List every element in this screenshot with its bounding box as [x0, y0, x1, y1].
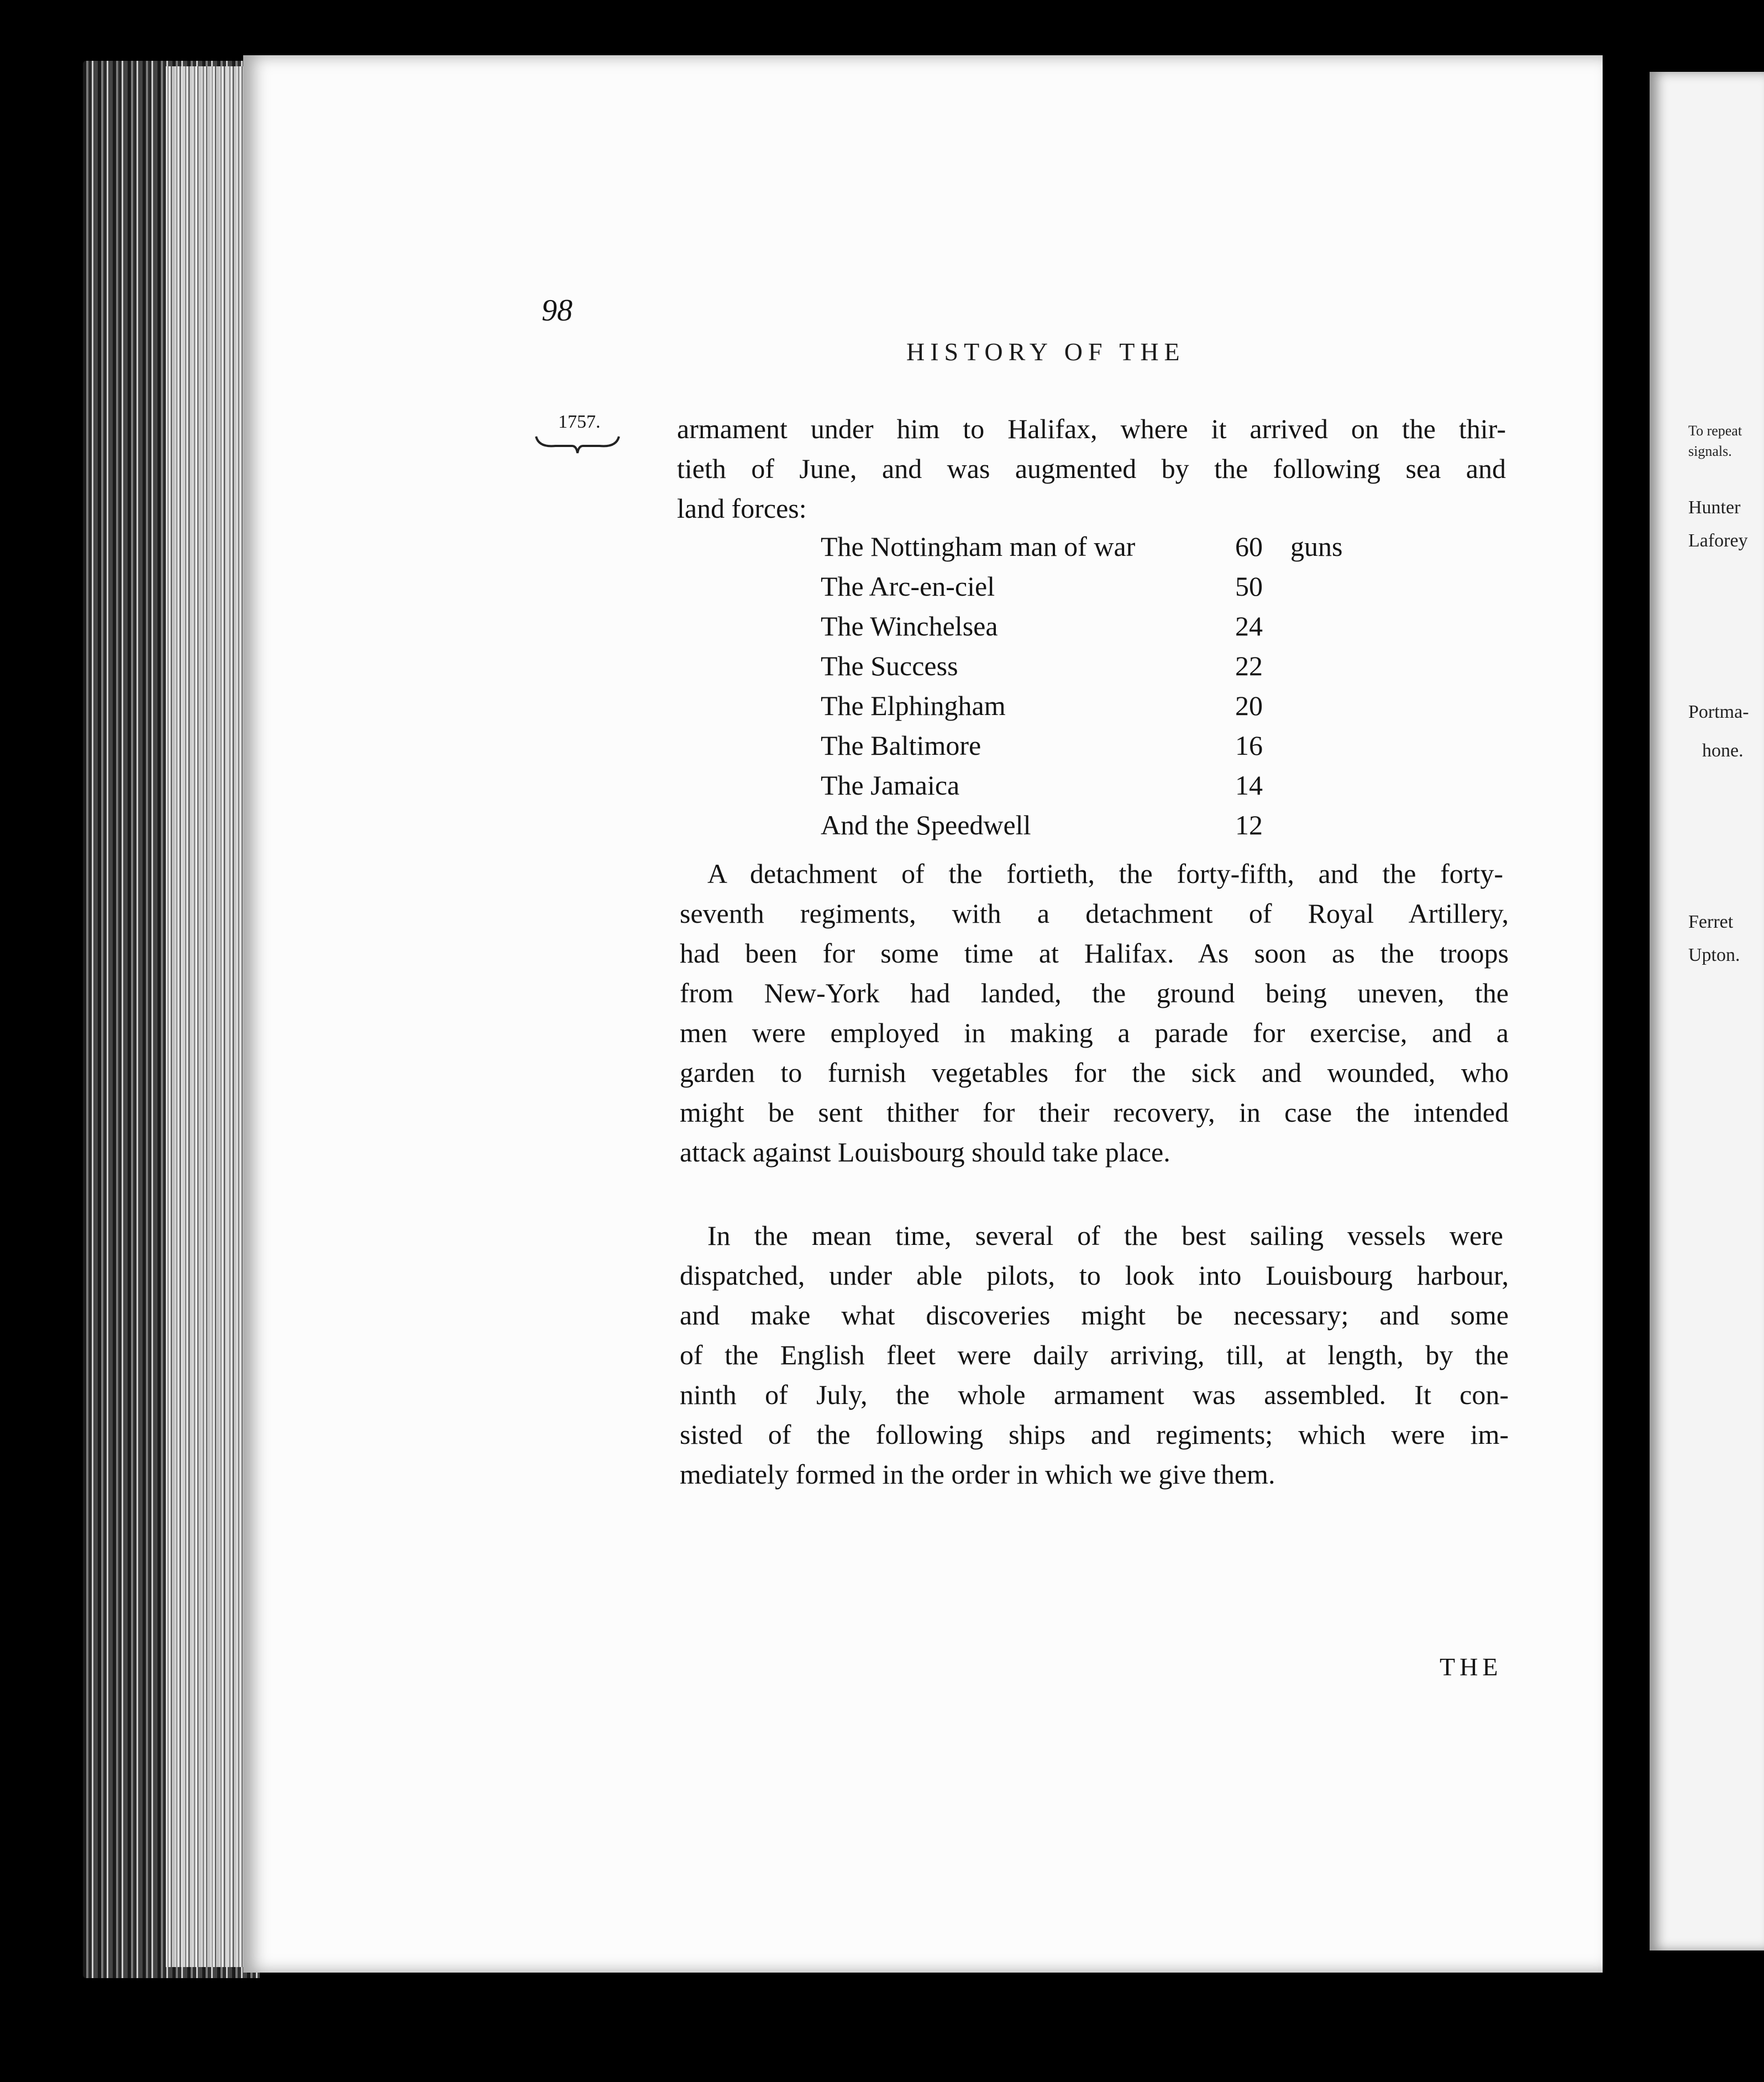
margin-name: Ferret — [1688, 912, 1734, 932]
ship-guns: 12 — [1235, 809, 1263, 840]
running-head: HISTORY OF THE — [906, 338, 1185, 366]
margin-name: Portma- — [1688, 702, 1749, 722]
text-line: mediately formed in the order in which we give them. — [680, 1459, 1275, 1490]
list-item — [821, 690, 1373, 729]
margin-name: Upton. — [1688, 945, 1740, 965]
text-line: men were employed in making a parade for exercise, and a — [680, 1017, 1509, 1048]
text-line: dispatched, under able pilots, to look into Louisbourg harbour, — [680, 1260, 1509, 1291]
margin-year: 1757. — [558, 412, 601, 432]
text-line: attack against Louisbourg should take place. — [680, 1137, 1170, 1168]
ship-name: The Baltimore — [821, 730, 981, 761]
text-line: land forces: — [677, 493, 807, 524]
paragraph-2 — [680, 1216, 1509, 1494]
text-line: had been for some time at Halifax. As soon as the troops — [680, 938, 1509, 969]
catchword: THE — [1440, 1653, 1503, 1681]
margin-note: signals. — [1688, 443, 1732, 459]
text-line: tieth of June, and was augmented by the following sea and — [677, 453, 1506, 484]
ship-name: And the Speedwell — [821, 809, 1031, 840]
list-item — [821, 729, 1373, 769]
margin-name: Hunter — [1688, 497, 1741, 518]
ship-guns: 16 — [1235, 730, 1263, 761]
ship-guns: 14 — [1235, 770, 1263, 801]
list-item — [821, 530, 1373, 570]
ship-name: The Winchelsea — [821, 611, 998, 642]
text-line: In the mean time, several of the best sailing vessels were — [707, 1220, 1503, 1251]
ship-name: The Success — [821, 650, 958, 681]
text-line: sisted of the following ships and regiments; which were im- — [680, 1419, 1509, 1450]
list-item — [821, 809, 1373, 849]
ship-guns: 24 — [1235, 611, 1263, 642]
ship-name: The Jamaica — [821, 770, 960, 801]
paragraph-1 — [680, 854, 1509, 1172]
text-line: A detachment of the fortieth, the forty-fifth, and the forty- — [707, 858, 1503, 889]
text-line: seventh regiments, with a detachment of Royal Artillery, — [680, 898, 1509, 929]
margin-name: hone. — [1702, 740, 1744, 761]
text-line: and make what discoveries might be necessary; and some — [680, 1300, 1509, 1331]
fleet-list — [821, 530, 1373, 849]
ship-name: The Arc-en-ciel — [821, 571, 995, 602]
page-fore-edge — [166, 66, 254, 1967]
text-line: from New-York had landed, the ground being uneven, the — [680, 977, 1509, 1008]
ship-guns: 20 — [1235, 690, 1263, 721]
list-item — [821, 769, 1373, 809]
margin-bracket — [533, 434, 622, 456]
margin-name: Laforey — [1688, 530, 1748, 551]
book-page — [243, 55, 1603, 1973]
text-line: ninth of July, the whole armament was assembled. It con- — [680, 1379, 1509, 1410]
list-item — [821, 570, 1373, 610]
text-line: of the English fleet were daily arriving, till, at length, by the — [680, 1339, 1509, 1370]
ship-guns: 22 — [1235, 650, 1263, 681]
margin-note: To repeat — [1688, 423, 1742, 439]
guns-unit: guns — [1290, 531, 1343, 562]
page-number: 98 — [542, 293, 573, 328]
text-line: armament under him to Halifax, where it arrived on the thir- — [677, 413, 1506, 444]
ship-guns: 60 — [1235, 531, 1263, 562]
text-line: garden to furnish vegetables for the sick and wounded, who — [680, 1057, 1509, 1088]
page-gutter — [1603, 55, 1647, 1973]
ship-name: The Elphingham — [821, 690, 1006, 721]
list-item — [821, 610, 1373, 650]
facing-page — [1650, 72, 1764, 1950]
text-line: might be sent thither for their recovery, in case the intended — [680, 1097, 1509, 1128]
intro-text — [677, 409, 1506, 528]
ship-guns: 50 — [1235, 571, 1263, 602]
list-item — [821, 650, 1373, 690]
ship-name: The Nottingham man of war — [821, 531, 1136, 562]
